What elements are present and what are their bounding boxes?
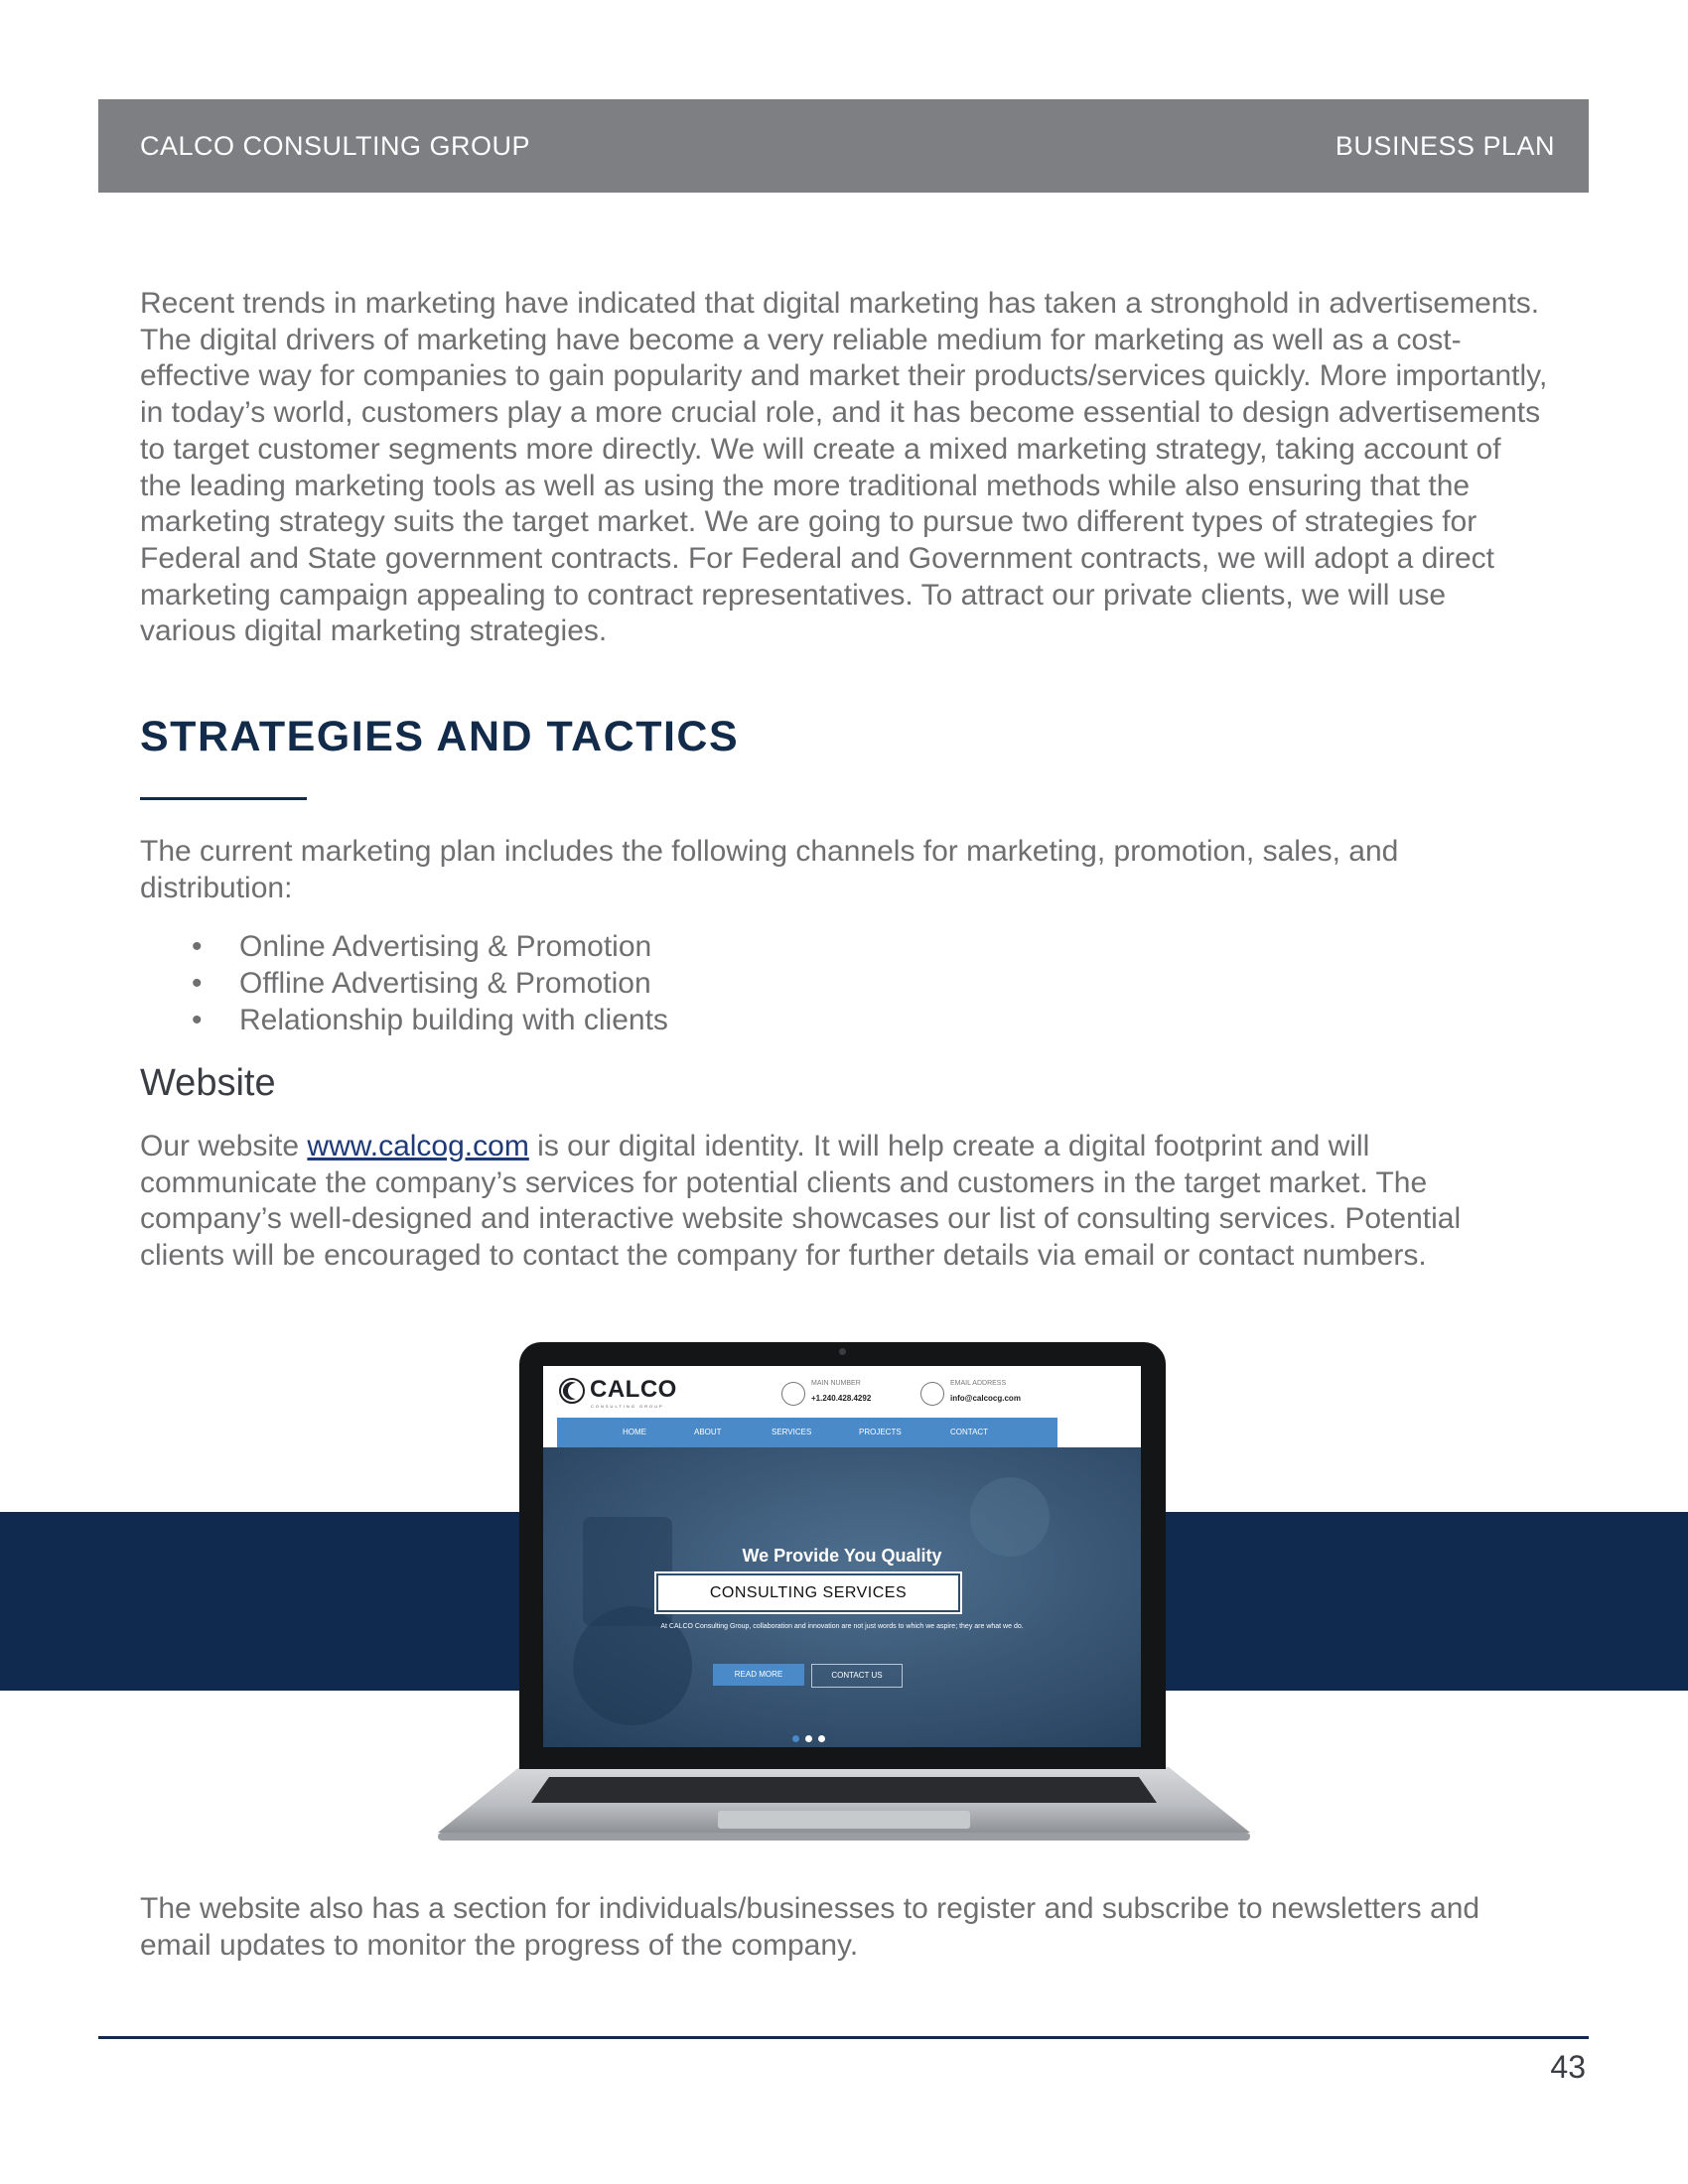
logo-text: CALCO bbox=[590, 1376, 677, 1403]
bullet-icon: • bbox=[192, 930, 203, 963]
bullet-icon: • bbox=[192, 1004, 203, 1036]
laptop-base bbox=[438, 1767, 1250, 1851]
site-header bbox=[543, 1366, 1141, 1426]
carousel-dots bbox=[792, 1729, 831, 1747]
carousel-dot bbox=[805, 1735, 812, 1742]
channel-label: Relationship building with clients bbox=[239, 1004, 668, 1036]
carousel-dot bbox=[818, 1735, 825, 1742]
email-label: EMAIL ADDRESS bbox=[950, 1380, 1007, 1387]
site-hero bbox=[543, 1447, 1141, 1747]
list-item bbox=[188, 928, 668, 965]
channel-label: Online Advertising & Promotion bbox=[239, 930, 652, 963]
bullet-icon: • bbox=[192, 967, 203, 1000]
website-text-start: Our website bbox=[140, 1130, 308, 1162]
header-document-title: BUSINESS PLAN bbox=[1335, 131, 1555, 161]
laptop-screen bbox=[543, 1366, 1141, 1747]
logo-mark-icon bbox=[559, 1378, 585, 1404]
read-more-button: READ MORE bbox=[713, 1664, 804, 1686]
website-link[interactable]: www.calcog.com bbox=[307, 1130, 529, 1162]
hero-title: We Provide You Quality bbox=[742, 1546, 942, 1566]
list-item bbox=[188, 1002, 668, 1038]
section-heading-strategies: STRATEGIES AND TACTICS bbox=[140, 713, 740, 760]
site-nav bbox=[557, 1418, 1057, 1447]
nav-item-services: SERVICES bbox=[772, 1428, 812, 1436]
mail-icon bbox=[920, 1382, 944, 1406]
nav-item-contact: CONTACT bbox=[950, 1428, 989, 1436]
channels-list bbox=[188, 928, 668, 1038]
website-paragraph bbox=[140, 1129, 1550, 1275]
email-value: info@calcocg.com bbox=[950, 1394, 1021, 1403]
nav-item-about: ABOUT bbox=[694, 1428, 722, 1436]
channel-label: Offline Advertising & Promotion bbox=[239, 967, 651, 1000]
website-text-end: is our digital identity. It will help create a digital footprint and will communicate the company’s services for potential clients and customers in the target market. The company’s well-designed and interactive website showcases our list of consulting services. Potential clients will be encouraged to contact the company for further details via email or contact numbers. bbox=[140, 1130, 1462, 1273]
nav-item-projects: PROJECTS bbox=[859, 1428, 902, 1436]
contact-us-button: CONTACT US bbox=[811, 1664, 903, 1688]
carousel-dot bbox=[792, 1735, 799, 1742]
laptop-illustration bbox=[519, 1342, 1166, 1769]
channels-intro-paragraph: The current marketing plan includes the following channels for marketing, promotion, sales, and distribution: bbox=[140, 835, 1399, 904]
header-company-name: CALCO CONSULTING GROUP bbox=[140, 131, 531, 161]
page-number: 43 bbox=[1550, 2049, 1586, 2085]
hero-banner-text: CONSULTING SERVICES bbox=[709, 1584, 908, 1601]
camera-dot bbox=[839, 1348, 846, 1355]
intro-paragraph: Recent trends in marketing have indicated that digital marketing has taken a stronghold in advertisements. The digital drivers of marketing have become a very reliable medium for marketing as well as a cost-effective way for companies to gain popularity and market their products/services quickly. More importantly, in today’s world, customers play a more crucial role, and it has become essential to design advertisements to target customer segments more directly. We will create a mixed marketing strategy, taking account of the leading marketing tools as well as using the more traditional methods while also ensuring that the marketing strategy suits the target market. We are going to pursue two different types of strategies for Federal and State government contracts. For Federal and Government contracts, we will adopt a direct marketing campaign appealing to contract representatives. To attract our private clients, we will use various digital marketing strategies. bbox=[140, 287, 1548, 648]
subheading-website: Website bbox=[140, 1062, 276, 1104]
logo-subtitle: CONSULTING GROUP bbox=[591, 1404, 664, 1409]
closing-paragraph: The website also has a section for individuals/businesses to register and subscribe to newsletters and email updates to monitor the progress of the company. bbox=[140, 1892, 1480, 1962]
heading-underline bbox=[140, 797, 307, 800]
page-header bbox=[98, 99, 1589, 193]
hero-banner bbox=[656, 1573, 960, 1612]
footer-rule bbox=[98, 2036, 1589, 2039]
nav-item-home: HOME bbox=[623, 1428, 646, 1436]
phone-label: MAIN NUMBER bbox=[811, 1380, 861, 1387]
phone-value: +1.240.428.4292 bbox=[811, 1394, 872, 1403]
hero-description: At CALCO Consulting Group, collaboration and innovation are not just words to which we aspire; they are what we do. bbox=[660, 1623, 1024, 1630]
phone-icon bbox=[781, 1382, 805, 1406]
list-item bbox=[188, 965, 668, 1002]
